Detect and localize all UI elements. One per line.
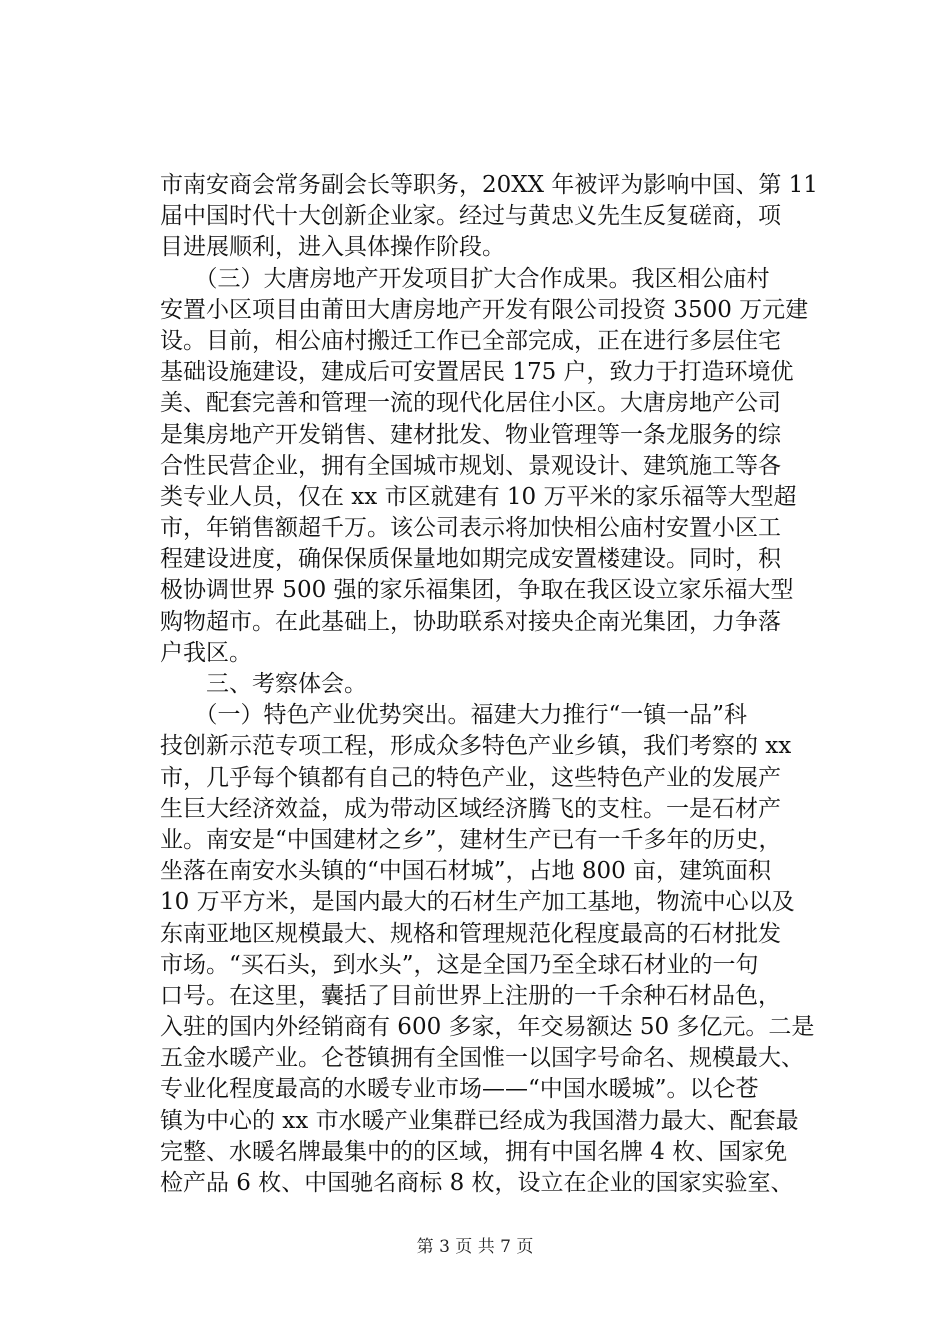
text-line: 美、配套完善和管理一流的现代化居住小区。大唐房地产公司 [160,390,781,417]
text-line: 坐落在南安水头镇的“中国石材城”，占地 800 亩，建筑面积 [160,858,772,885]
text-line: 目进展顺利，进入具体操作阶段。 [160,234,505,261]
text-line: 设。目前，相公庙村搬迁工作已全部完成，正在进行多层住宅 [160,327,781,354]
text-line: 市，几乎每个镇都有自己的特色产业，这些特色产业的发展产 [160,764,781,791]
text-line: 极协调世界 500 强的家乐福集团，争取在我区设立家乐福大型 [160,577,794,604]
text-line: 10 万平方米，是国内最大的石材生产加工基地，物流中心以及 [160,889,795,916]
text-line: 三、考察体会。 [160,671,367,697]
text-line: 是集房地产开发销售、建材批发、物业管理等一条龙服务的综 [160,421,781,448]
text-line: 专业化程度最高的水暖专业市场——“中国水暖城”。以仑苍 [160,1076,759,1103]
text-line: 基础设施建设，建成后可安置居民 175 户，致力于打造环境优 [160,359,794,386]
text-line: 入驻的国内外经销商有 600 多家，年交易额达 50 多亿元。二是 [160,1014,815,1041]
body-text [160,170,818,1199]
text-line: 届中国时代十大创新企业家。经过与黄忠义先生反复磋商，项 [160,203,781,230]
text-line: 合性民营企业，拥有全国城市规划、景观设计、建筑施工等各 [160,452,781,479]
text-line: 程建设进度，确保保质保量地如期完成安置楼建设。同时，积 [160,546,781,573]
text-line: 市，年销售额超千万。该公司表示将加快相公庙村安置小区工 [160,515,781,542]
text-line: 购物超市。在此基础上，协助联系对接央企南光集团，力争落 [160,608,781,635]
text-line: 镇为中心的 xx 市水暖产业集群已经成为我国潜力最大、配套最 [160,1107,799,1134]
text-line: 生巨大经济效益，成为带动区域经济腾飞的支柱。一是石材产 [160,795,781,822]
page-footer: 第 3 页 共 7 页 [416,1237,534,1257]
text-line: 市场。“买石头，到水头”，这是全国乃至全球石材业的一句 [160,951,759,978]
text-line: 五金水暖产业。仑苍镇拥有全国惟一以国字号命名、规模最大、 [160,1045,804,1072]
text-line: 技创新示范专项工程，形成众多特色产业乡镇，我们考察的 xx [160,733,792,760]
text-line: （一）特色产业优势突出。福建大力推行“一镇一品”科 [160,702,748,729]
text-line: 市南安商会常务副会长等职务，20XX 年被评为影响中国、第 11 [160,172,818,198]
text-line: 东南亚地区规模最大、规格和管理规范化程度最高的石材批发 [160,920,781,947]
text-line: 安置小区项目由莆田大唐房地产开发有限公司投资 3500 万元建 [160,296,809,323]
text-line: 检产品 6 枚、中国驰名商标 8 枚，设立在企业的国家实验室、 [160,1170,794,1196]
text-line: 类专业人员，仅在 xx 市区就建有 10 万平米的家乐福等大型超 [160,483,797,510]
text-line: （三）大唐房地产开发项目扩大合作成果。我区相公庙村 [160,265,770,292]
text-line: 完整、水暖名牌最集中的的区域，拥有中国名牌 4 枚、国家免 [160,1138,788,1165]
text-line: 业。南安是“中国建材之乡”，建材生产已有一千多年的历史， [160,826,782,853]
text-line: 户我区。 [160,639,252,666]
text-line: 口号。在这里，囊括了目前世界上注册的一千余种石材品色， [160,982,781,1009]
